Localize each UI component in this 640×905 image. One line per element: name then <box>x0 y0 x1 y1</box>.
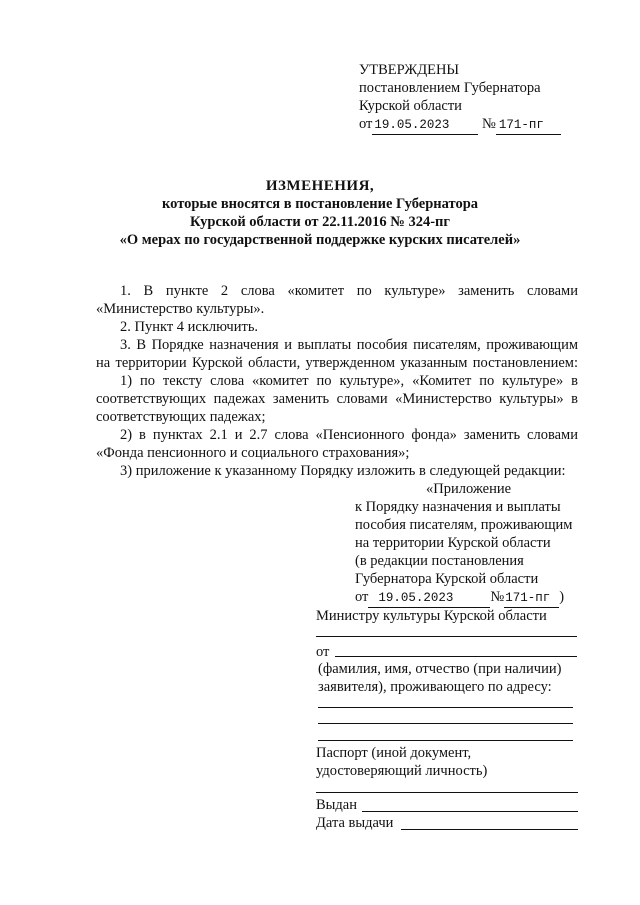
approval-line-2: постановлением Губернатора <box>359 80 541 96</box>
appendix-close-paren: ) <box>559 589 565 605</box>
appendix-line-4: на территории Курской области <box>355 535 551 551</box>
appendix-line-5: (в редакции постановления <box>355 553 524 569</box>
issued-blank-line <box>362 811 578 812</box>
form-from-label: от <box>316 644 330 660</box>
subitem-1-line-2: соответствующих падежах заменить словами «Министерство культуры» в <box>96 391 578 407</box>
document-subtitle-line-3: «О мерах по государственной поддержке курских писателей» <box>119 232 521 248</box>
address-blank-line-3 <box>318 740 573 741</box>
appendix-number-prefix: № <box>490 589 505 605</box>
document-title: ИЗМЕНЕНИЯ, <box>265 178 375 194</box>
issued-label: Выдан <box>316 797 357 813</box>
paragraph-2: 2. Пункт 4 исключить. <box>120 319 259 335</box>
issue-date-label: Дата выдачи <box>316 815 394 831</box>
appendix-date-value: 19.05.2023 <box>368 590 490 608</box>
approval-date-value: 19.05.2023 <box>372 117 478 135</box>
subitem-2-line-1: 2) в пунктах 2.1 и 2.7 слова «Пенсионного фонда» заменить словами <box>120 427 578 443</box>
document-subtitle-line-2: Курской области от 22.11.2016 № 324-пг <box>190 214 450 230</box>
appendix-heading: «Приложение <box>426 481 512 497</box>
appendix-line-3: пособия писателям, проживающим <box>355 517 573 533</box>
subitem-1-line-3: соответствующих падежах; <box>96 409 266 425</box>
approval-date-line <box>359 116 561 135</box>
subitem-1-line-1: 1) по тексту слова «комитет по культуре», «Комитет по культуре» в <box>120 373 578 389</box>
subitem-2-line-2: «Фонда пенсионного и социального страхования»; <box>96 445 410 461</box>
form-addressee: Министру культуры Курской области <box>316 608 547 624</box>
issue-date-blank-line <box>401 829 578 830</box>
subitem-3-line-1: 3) приложение к указанному Порядку изложить в следующей редакции: <box>120 463 566 479</box>
appendix-date-line <box>355 589 564 608</box>
approval-line-3: Курской области <box>359 98 462 114</box>
fio-hint-line-2: заявителя), проживающего по адресу: <box>318 679 552 695</box>
address-blank-line-2 <box>318 723 573 724</box>
paragraph-1-line-2: «Министерство культуры». <box>96 301 265 317</box>
from-blank-line <box>335 656 577 657</box>
paragraph-1-line-1: 1. В пункте 2 слова «комитет по культуре» заменить словами <box>120 283 578 299</box>
paragraph-3-line-1: 3. В Порядке назначения и выплаты пособия писателям, проживающим <box>120 337 578 353</box>
appendix-line-6: Губернатора Курской области <box>355 571 539 587</box>
paragraph-3-line-2: на территории Курской области, утвержденном указанным постановлением: <box>96 355 578 371</box>
address-blank-line-1 <box>318 707 573 708</box>
approval-date-prefix: от <box>359 116 373 132</box>
addressee-blank-line <box>316 636 577 637</box>
document-subtitle-line-1: которые вносятся в постановление Губернатора <box>161 196 479 212</box>
passport-label-line-1: Паспорт (иной документ, <box>316 745 472 761</box>
approval-heading: УТВЕРЖДЕНЫ <box>359 62 460 78</box>
fio-hint-line-1: (фамилия, имя, отчество (при наличии) <box>318 661 562 677</box>
appendix-date-prefix: от <box>355 589 369 605</box>
approval-number-value: 171-пг <box>496 117 561 135</box>
passport-blank-line <box>316 792 578 793</box>
approval-number-prefix: № <box>482 116 496 132</box>
appendix-line-2: к Порядку назначения и выплаты <box>355 499 561 515</box>
passport-label-line-2: удостоверяющий личность) <box>316 763 488 779</box>
appendix-number-value: 171-пг <box>504 590 559 608</box>
